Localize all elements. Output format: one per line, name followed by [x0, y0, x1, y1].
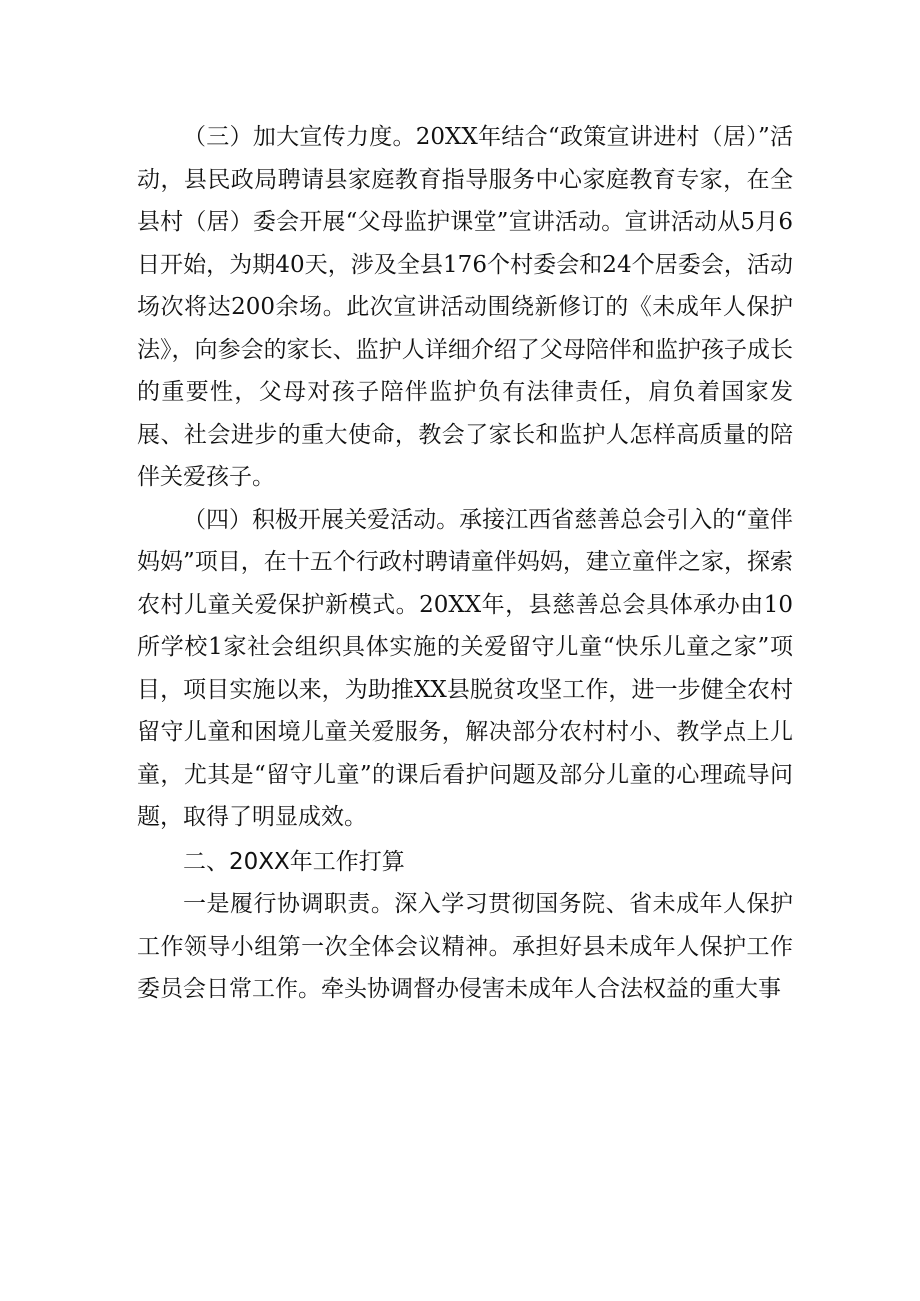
- paragraph-publicity: （三）加大宣传力度。20XX年结合“政策宣讲进村（居）”活动，县民政局聘请县家庭教育指导服务中心家庭教育专家，在全县村（居）委会开展“父母监护课堂”宣讲活动。宣讲活动从5月6日开始，为期40天，涉及全县176个村委会和24个居委会，活动场次将达200余场。此次宣讲活动围绕新修订的《未成年人保护法》，向参会的家长、监护人详细介绍了父母陪伴和监护孩子成长的重要性，父母对孩子陪伴监护负有法律责任，肩负着国家发展、社会进步的重大使命，教会了家长和监护人怎样高质量的陪伴关爱孩子。: [137, 124, 793, 490]
- paragraph-plan-coordination: 一是履行协调职责。深入学习贯彻国务院、省未成年人保护工作领导小组第一次全体会议精神。承担好县未成年人保护工作委员会日常工作。牵头协调督办侵害未成年人合法权益的重大事: [137, 891, 793, 1002]
- section-heading: 二、20XX年工作打算: [183, 848, 405, 875]
- paragraph-care-activities: （四）积极开展关爱活动。承接江西省慈善总会引入的“童伴妈妈”项目，在十五个行政村聘请童伴妈妈，建立童伴之家，探索农村儿童关爱保护新模式。20XX年，县慈善总会具体承办由10所学校1家社会组织具体实施的关爱留守儿童“快乐儿童之家”项目，项目实施以来，为助推XX县脱贫攻坚工作，进一步健全农村留守儿童和困境儿童关爱服务，解决部分农村村小、教学点上儿童，尤其是“留守儿童”的课后看护问题及部分儿童的心理疏导问题，取得了明显成效。: [137, 506, 793, 830]
- document-body: [137, 116, 793, 1011]
